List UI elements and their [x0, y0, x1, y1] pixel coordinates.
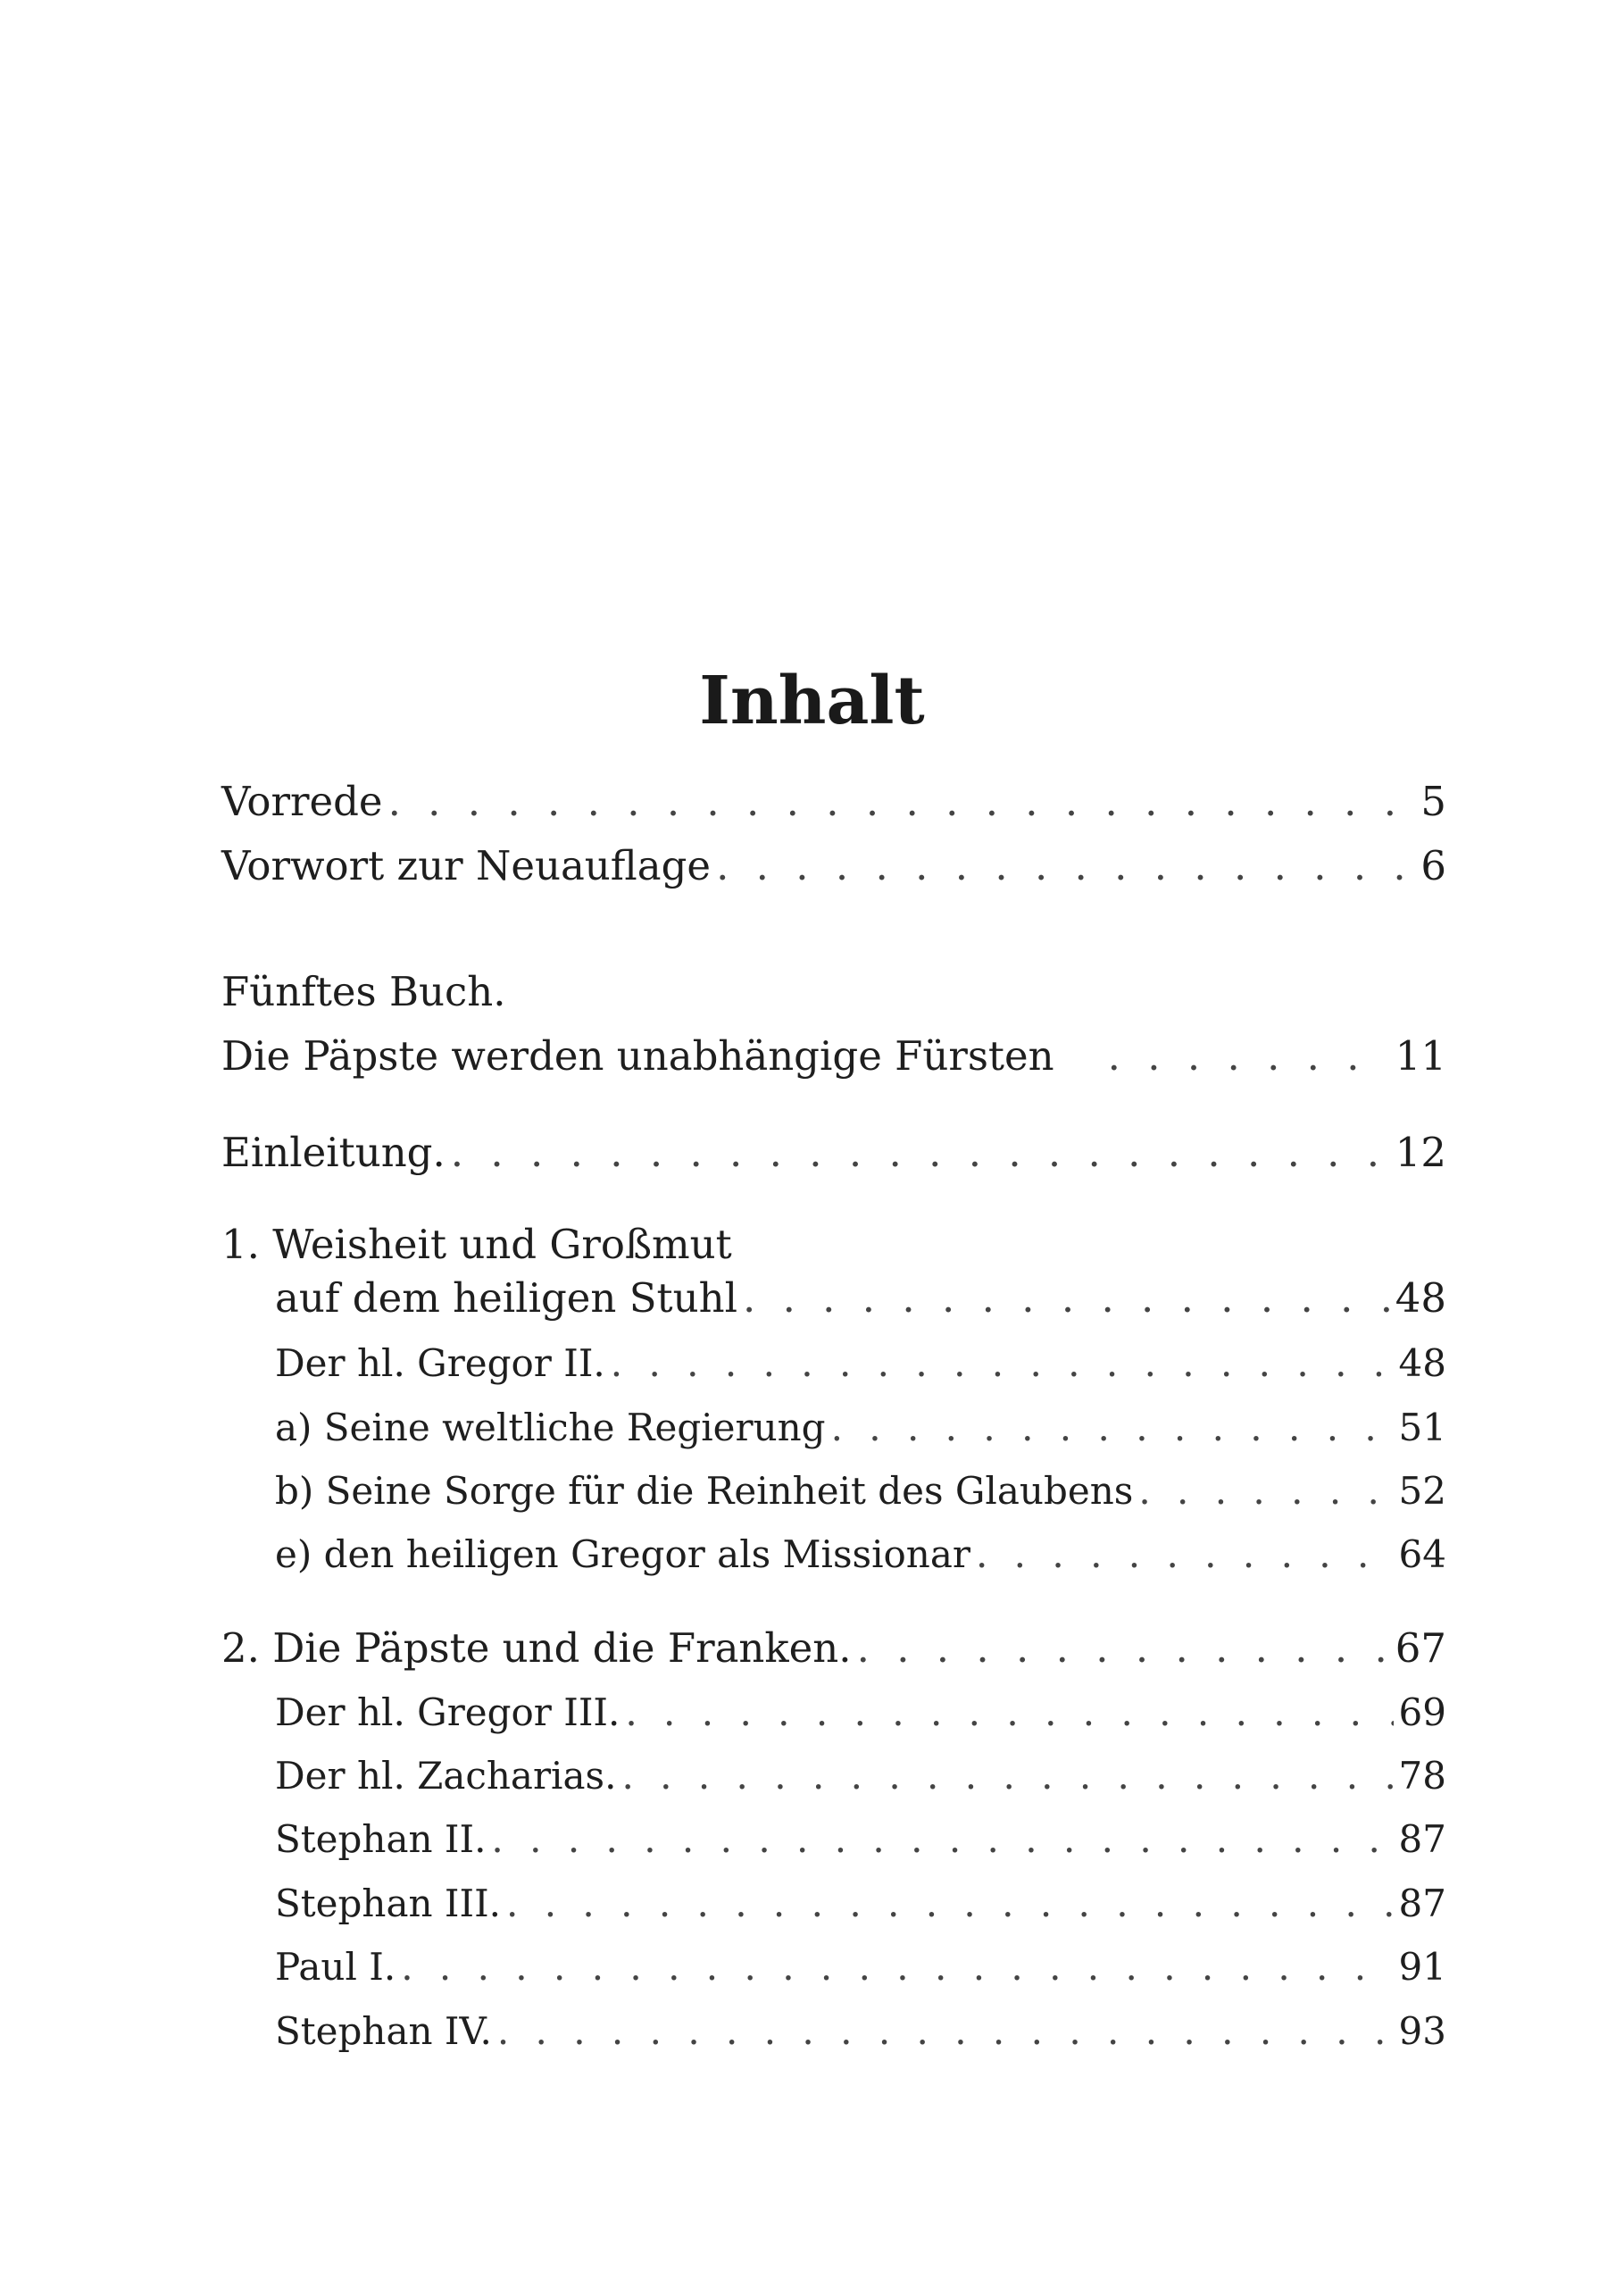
toc-entry-zacharias[interactable]	[275, 1751, 1446, 1801]
toc-entry-label: Stephan IV.	[275, 2009, 492, 2053]
toc-entry-label: e) den heiligen Gregor als Missionar	[275, 1532, 970, 1576]
book-heading: Fünftes Buch.	[221, 968, 506, 1015]
toc-page-number: 91	[1398, 1945, 1446, 1989]
toc-entry-label: Vorrede	[221, 778, 383, 825]
toc-entry-vorwort[interactable]	[221, 841, 1446, 891]
toc-entry-stephan-iv[interactable]	[275, 2007, 1446, 2057]
toc-entry-reinheit-des-glaubens[interactable]	[275, 1466, 1446, 1516]
toc-page-number: 78	[1398, 1754, 1446, 1798]
dot-leader	[388, 777, 1416, 827]
toc-page-number: 6	[1420, 842, 1446, 889]
dot-leader	[976, 1530, 1394, 1580]
toc-page-number: 48	[1398, 1341, 1446, 1385]
dot-leader	[1138, 1466, 1393, 1516]
toc-entry-label: 2. Die Päpste und die Franken.	[221, 1624, 852, 1672]
toc-entry-label: a) Seine weltliche Regierung	[275, 1406, 826, 1449]
toc-entry-label: Der hl. Gregor III.	[275, 1690, 620, 1734]
dot-leader	[497, 2007, 1394, 2057]
dot-leader	[611, 1339, 1394, 1389]
toc-entry-vorrede[interactable]	[221, 777, 1446, 827]
toc-entry-label: Der hl. Zacharias.	[275, 1754, 617, 1798]
toc-entry-einleitung[interactable]	[221, 1128, 1446, 1178]
toc-entry-label: Stephan II.	[275, 1817, 487, 1861]
toc-entry-paul-i[interactable]	[275, 1942, 1446, 1992]
toc-page-number: 69	[1398, 1690, 1446, 1734]
dot-leader	[506, 1879, 1394, 1929]
toc-entry-label: Paul I.	[275, 1945, 396, 1989]
dot-leader	[716, 841, 1415, 891]
dot-leader	[1108, 1031, 1390, 1081]
toc-entry-label: Die Päpste werden unabhängige Fürsten	[221, 1032, 1054, 1080]
toc-entry-chapter-2[interactable]	[221, 1623, 1446, 1673]
dot-leader	[857, 1623, 1390, 1673]
toc-entry-stephan-iii[interactable]	[275, 1879, 1446, 1929]
toc-entry-gregor-ii[interactable]	[275, 1339, 1446, 1389]
dot-leader	[491, 1815, 1393, 1865]
toc-entry-label: b) Seine Sorge für die Reinheit des Glaubens	[275, 1469, 1134, 1513]
dot-leader	[401, 1942, 1393, 1992]
toc-page-number: 11	[1395, 1032, 1446, 1080]
toc-page-number: 87	[1398, 1817, 1446, 1861]
toc-page-number: 64	[1398, 1532, 1446, 1576]
toc-page-number: 93	[1398, 2009, 1446, 2053]
toc-entry-chapter-1-title[interactable]	[275, 1273, 1446, 1323]
toc-page-number: 48	[1395, 1274, 1446, 1322]
dot-leader	[831, 1403, 1394, 1453]
toc-entry-stephan-ii[interactable]	[275, 1815, 1446, 1865]
toc-page-number: 52	[1398, 1469, 1446, 1513]
dot-leader	[451, 1128, 1390, 1178]
dot-leader	[625, 1688, 1393, 1738]
toc-page-number: 67	[1395, 1624, 1446, 1672]
toc-entry-label: Einleitung.	[221, 1129, 446, 1176]
dot-leader	[621, 1751, 1393, 1801]
toc-page-number: 87	[1398, 1882, 1446, 1925]
toc-entry-label: Vorwort zur Neuauflage	[221, 842, 712, 889]
chapter-1-heading: 1. Weisheit und Großmut	[221, 1221, 732, 1268]
toc-entry-label: Stephan III.	[275, 1882, 502, 1925]
toc-page-number: 12	[1395, 1129, 1446, 1176]
page-title: Inhalt	[699, 663, 925, 739]
toc-page-number: 51	[1398, 1406, 1446, 1449]
toc-entry-weltliche-regierung[interactable]	[275, 1403, 1446, 1453]
toc-entry-missionar[interactable]	[275, 1530, 1446, 1580]
toc-entry-book-subtitle[interactable]	[221, 1031, 1446, 1081]
toc-page-number: 5	[1420, 778, 1446, 825]
toc-entry-gregor-iii[interactable]	[275, 1688, 1446, 1738]
toc-entry-label: Der hl. Gregor II.	[275, 1341, 605, 1385]
toc-entry-label: auf dem heiligen Stuhl	[275, 1274, 737, 1322]
dot-leader	[743, 1273, 1390, 1323]
